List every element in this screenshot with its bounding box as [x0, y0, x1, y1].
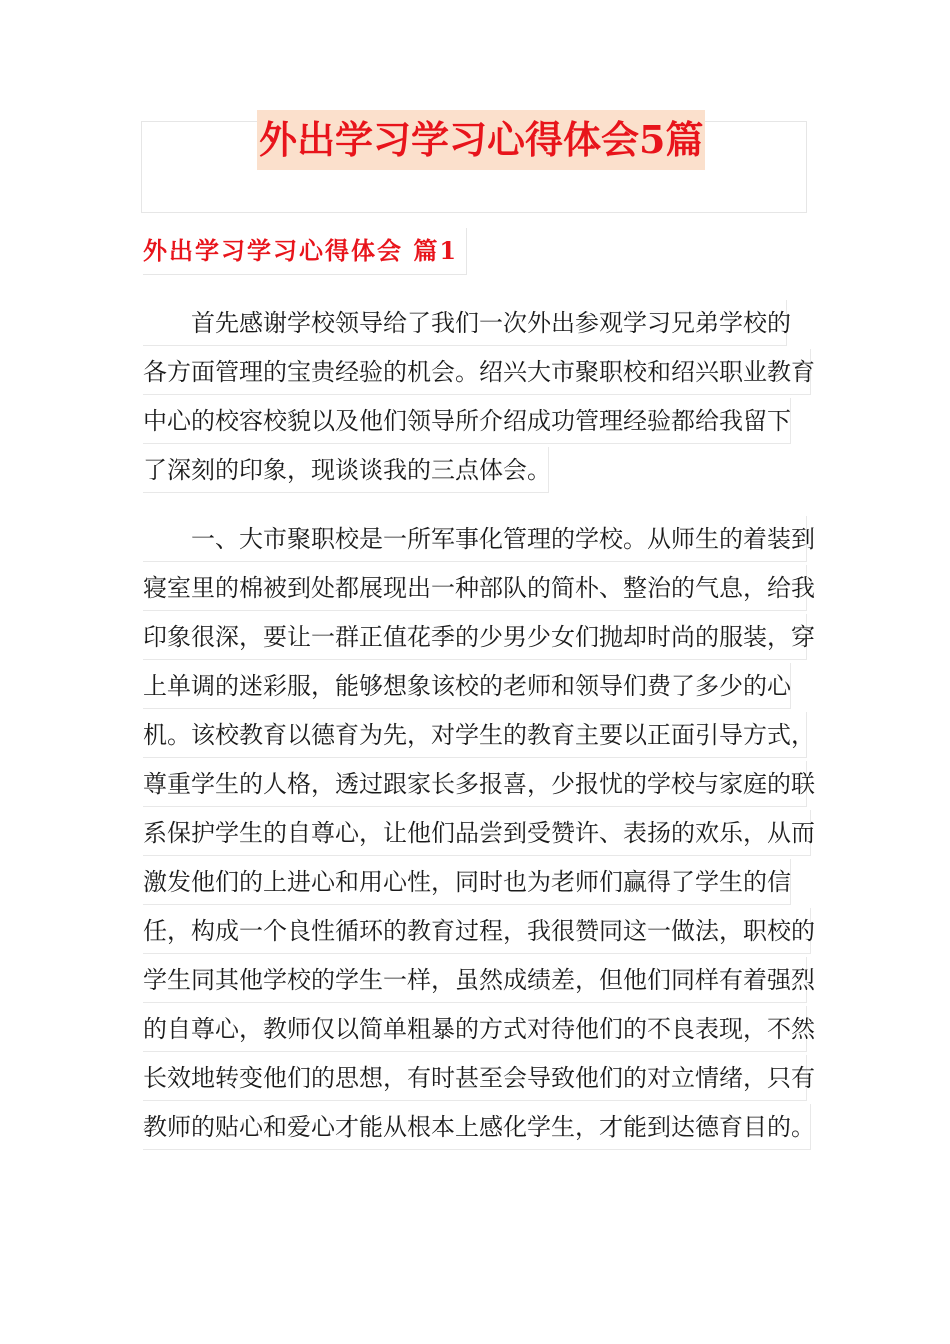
- section-heading: 外出学习学习心得体会 篇1: [143, 228, 467, 275]
- paragraph-line: 系保护学生的自尊心，让他们品尝到受赞许、表扬的欢乐，从而: [143, 810, 811, 856]
- paragraph-line: 激发他们的上进心和用心性，同时也为老师们赢得了学生的信: [143, 859, 791, 905]
- paragraph-line: 寝室里的棉被到处都展现出一种部队的简朴、整治的气息，给我: [143, 565, 807, 611]
- document-title: 外出学习学习心得体会5篇: [257, 110, 705, 170]
- paragraph-line: 中心的校容校貌以及他们领导所介绍成功管理经验都给我留下: [143, 398, 791, 444]
- paragraph-line: 了深刻的印象，现谈谈我的三点体会。: [143, 447, 549, 493]
- paragraph-line: 学生同其他学校的学生一样，虽然成绩差，但他们同样有着强烈: [143, 957, 807, 1003]
- paragraph-line: 上单调的迷彩服，能够想象该校的老师和领导们费了多少的心: [143, 663, 791, 709]
- paragraph-line: 各方面管理的宝贵经验的机会。绍兴大市聚职校和绍兴职业教育: [143, 349, 811, 395]
- paragraph-2: [143, 516, 813, 1150]
- paragraph-line: 的自尊心，教师仅以简单粗暴的方式对待他们的不良表现，不然: [143, 1006, 807, 1052]
- paragraph-line: 首先感谢学校领导给了我们一次外出参观学习兄弟学校的: [143, 300, 787, 346]
- paragraph-line: 尊重学生的人格，透过跟家长多报喜，少报忧的学校与家庭的联: [143, 761, 807, 807]
- paragraph-line: 印象很深，要让一群正值花季的少男少女们抛却时尚的服装，穿: [143, 614, 807, 660]
- paragraph-line: 长效地转变他们的思想，有时甚至会导致他们的对立情绪，只有: [143, 1055, 807, 1101]
- paragraph-line: 机。该校教育以德育为先，对学生的教育主要以正面引导方式，: [143, 712, 807, 758]
- paragraph-line: 任，构成一个良性循环的教育过程，我很赞同这一做法，职校的: [143, 908, 811, 954]
- paragraph-1: [143, 300, 813, 493]
- paragraph-line: 一、大市聚职校是一所军事化管理的学校。从师生的着装到: [143, 516, 807, 562]
- paragraph-line: 教师的贴心和爱心才能从根本上感化学生，才能到达德育目的。: [143, 1104, 811, 1150]
